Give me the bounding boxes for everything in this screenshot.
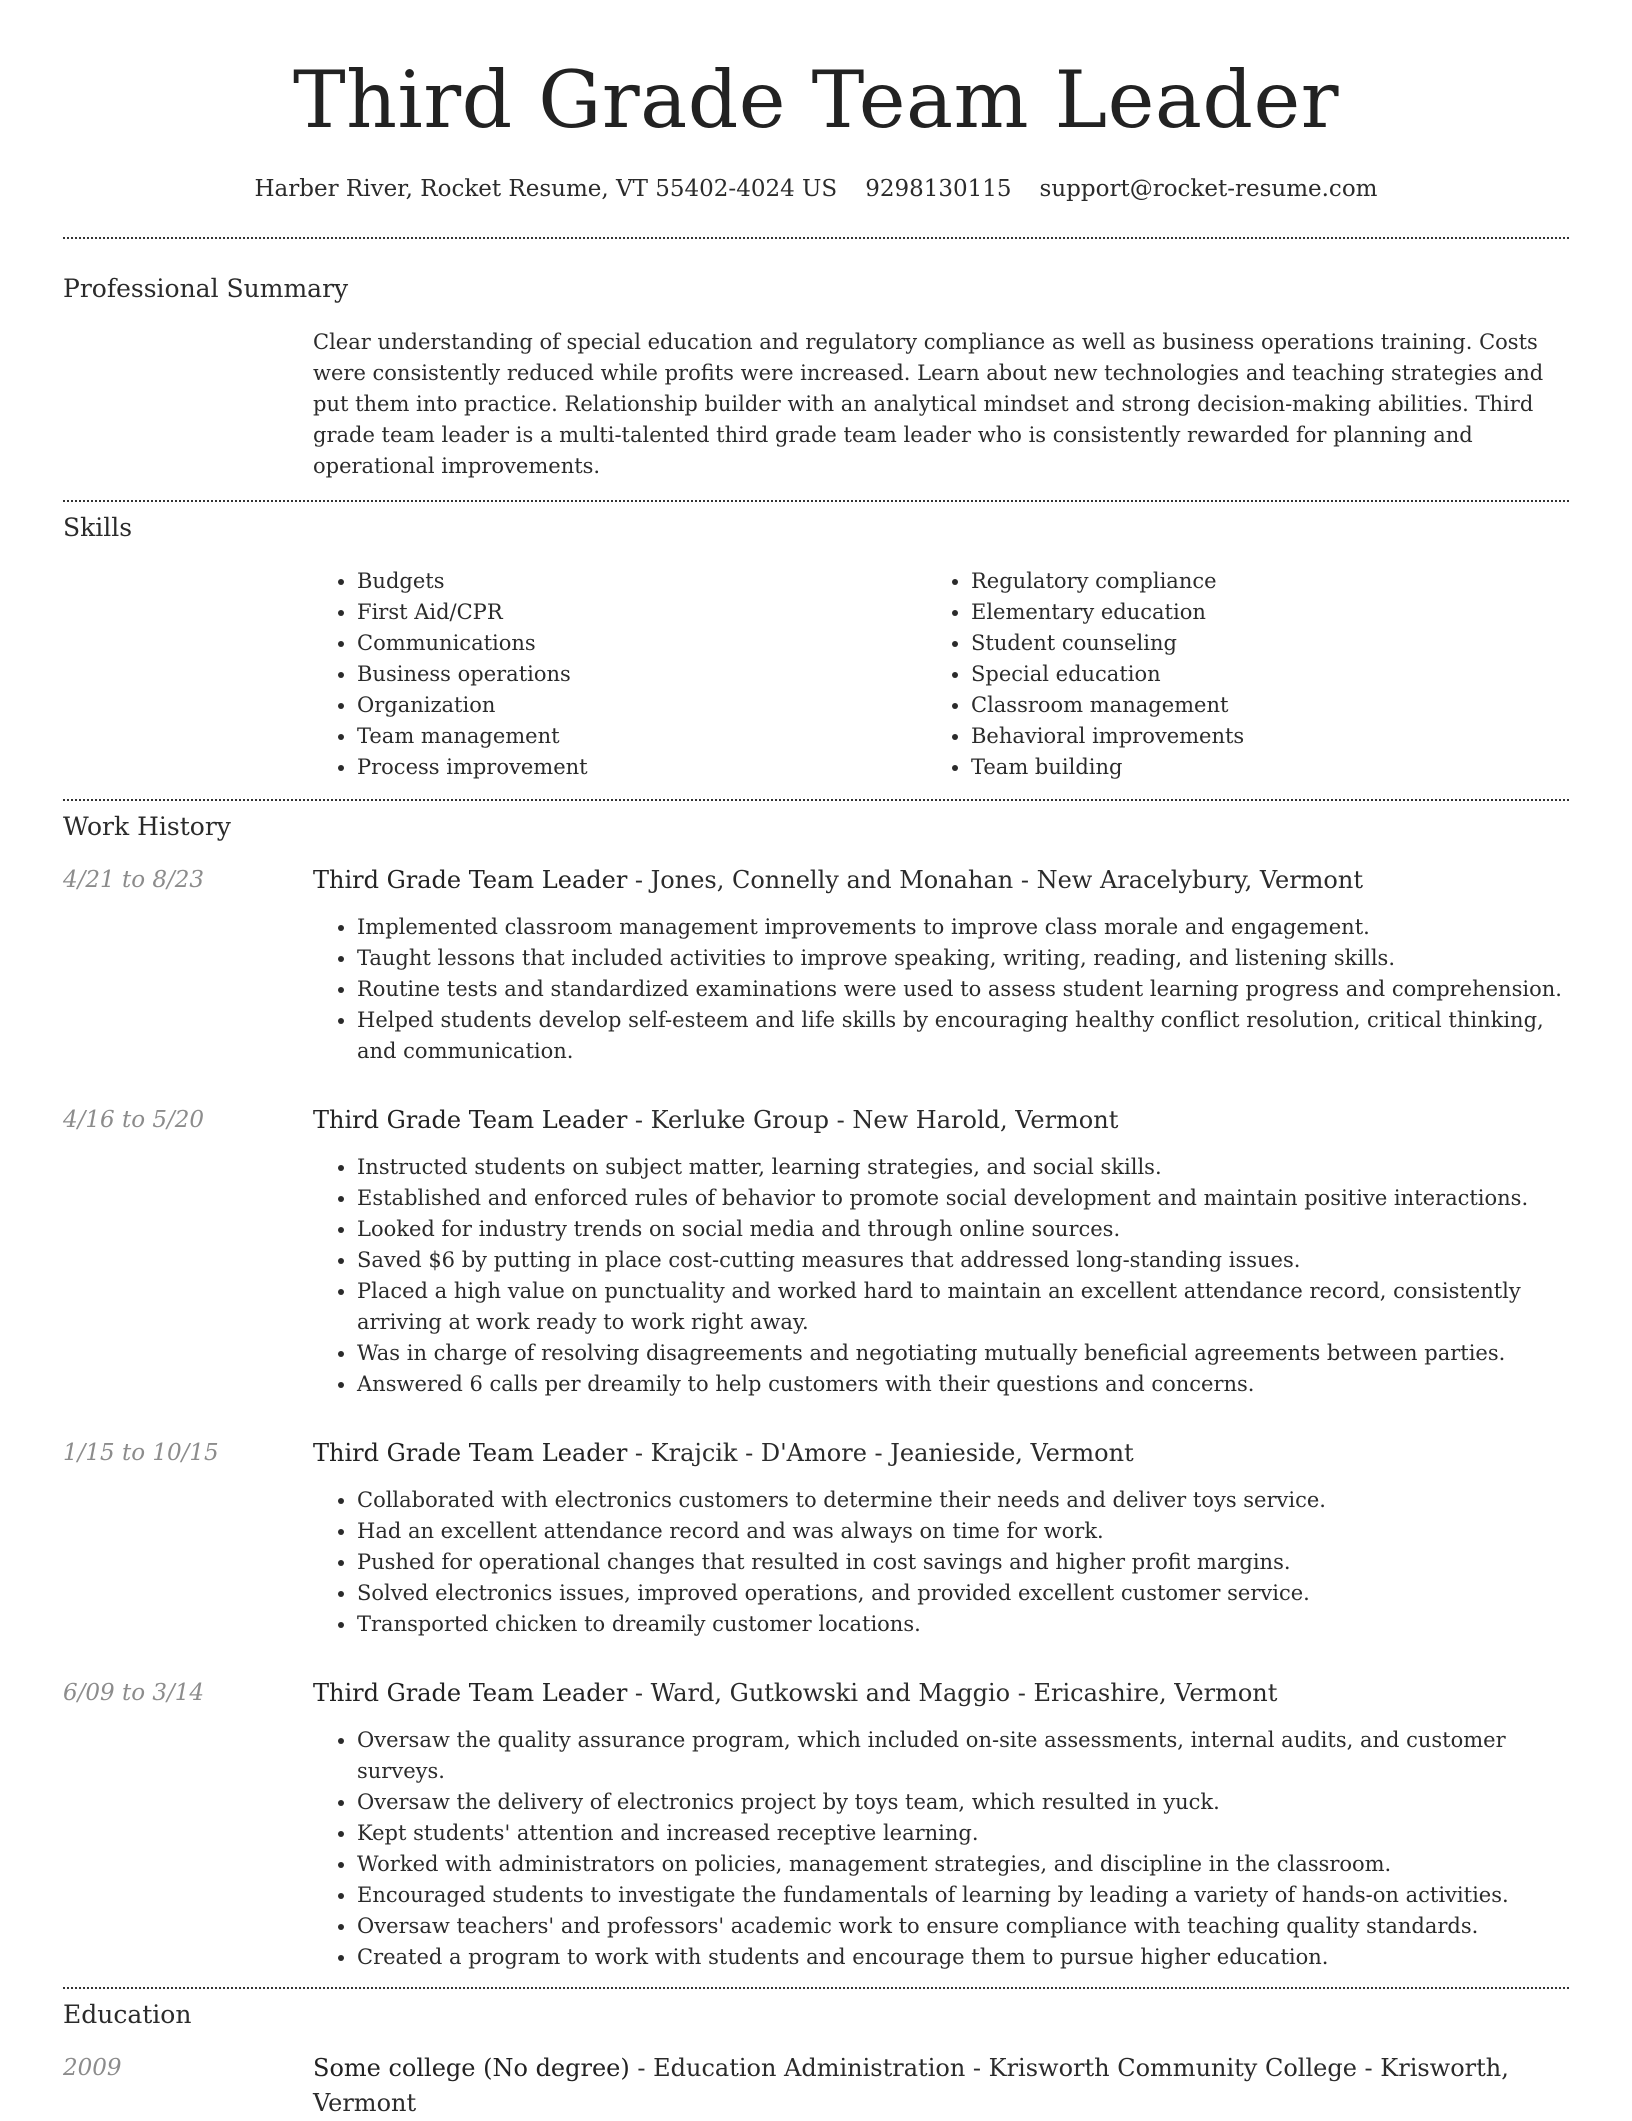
job-entry [63, 863, 1569, 1067]
job-title-line [313, 1676, 1569, 1711]
job-dates: 4/21 to 8/23 [63, 867, 205, 893]
job-bullet: • Oversaw the quality assurance program, which included on-site assessments, internal audits, and customer surveys. [357, 1725, 1569, 1787]
contact-address: Harber River, Rocket Resume, VT 55402-4024 US [254, 176, 838, 202]
job-bullet: • Oversaw teachers' and professors' academic work to ensure compliance with teaching quality standards. [357, 1911, 1569, 1942]
skill-item: • Classroom management [971, 690, 1569, 721]
job-title-line [313, 1103, 1569, 1138]
job-bullet: • Was in charge of resolving disagreements and negotiating mutually beneficial agreements between parties. [357, 1338, 1569, 1369]
skills-list-left [313, 566, 927, 783]
job-title: Third Grade Team Leader [313, 1439, 628, 1467]
summary-heading: Professional Summary [63, 274, 349, 303]
resume-header [63, 0, 1569, 204]
skill-item: • First Aid/CPR [357, 597, 927, 628]
skill-item: • Team building [971, 752, 1569, 783]
skills-heading: Skills [63, 513, 133, 542]
skill-item: • Business operations [357, 659, 927, 690]
job-bullet: • Helped students develop self-esteem and life skills by encouraging healthy conflict resolution, critical thinking, and communication. [357, 1005, 1569, 1067]
job-bullet: • Routine tests and standardized examinations were used to assess student learning progress and comprehension. [357, 974, 1569, 1005]
job-bullets [313, 1485, 1569, 1640]
skill-item: • Student counseling [971, 628, 1569, 659]
job-entry [63, 1436, 1569, 1640]
education-year: 2009 [63, 2055, 122, 2081]
job-title: Third Grade Team Leader [313, 1679, 628, 1707]
job-bullet: • Implemented classroom management improvements to improve class morale and engagement. [357, 912, 1569, 943]
job-entry [63, 1103, 1569, 1400]
job-bullet: • Taught lessons that included activities to improve speaking, writing, reading, and listening skills. [357, 943, 1569, 974]
skills-list-right [927, 566, 1569, 783]
job-bullets [313, 1725, 1569, 1973]
job-title: Third Grade Team Leader [313, 1106, 628, 1134]
skill-item: • Budgets [357, 566, 927, 597]
education-title-line [313, 2051, 1569, 2121]
job-dates: 1/15 to 10/15 [63, 1440, 219, 1466]
education-detail: - Education Administration - Krisworth Community College - Krisworth, Vermont [313, 2054, 1509, 2117]
skill-item: • Team management [357, 721, 927, 752]
contact-line [63, 174, 1569, 204]
job-bullet: • Pushed for operational changes that resulted in cost savings and higher profit margins. [357, 1547, 1569, 1578]
job-bullets [313, 1152, 1569, 1400]
job-entry [63, 1676, 1569, 1973]
education-section [63, 1989, 1569, 2121]
job-employer: - Jones, Connelly and Monahan - New Aracelybury, Vermont [627, 866, 1363, 894]
job-bullet: • Saved $6 by putting in place cost-cutting measures that addressed long-standing issues. [357, 1245, 1569, 1276]
job-dates: 4/16 to 5/20 [63, 1107, 205, 1133]
job-bullet: • Kept students' attention and increased receptive learning. [357, 1818, 1569, 1849]
skill-item: • Elementary education [971, 597, 1569, 628]
skill-item: • Regulatory compliance [971, 566, 1569, 597]
job-bullets [313, 912, 1569, 1067]
job-title: Third Grade Team Leader [313, 866, 628, 894]
education-entry [63, 2051, 1569, 2121]
work-history-heading: Work History [63, 812, 231, 841]
job-bullet: • Instructed students on subject matter, learning strategies, and social skills. [357, 1152, 1569, 1183]
job-bullet: • Collaborated with electronics customers to determine their needs and deliver toys service. [357, 1485, 1569, 1516]
work-history-section [63, 801, 1569, 1987]
contact-email: support@rocket-resume.com [1039, 176, 1378, 202]
summary-section [63, 239, 1569, 500]
job-employer: - Krajcik - D'Amore - Jeanieside, Vermont [627, 1439, 1134, 1467]
job-title-line [313, 1436, 1569, 1471]
job-employer: - Kerluke Group - New Harold, Vermont [627, 1106, 1119, 1134]
contact-phone: 9298130115 [865, 176, 1012, 202]
skill-item: • Communications [357, 628, 927, 659]
job-dates: 6/09 to 3/14 [63, 1680, 205, 1706]
skill-item: • Process improvement [357, 752, 927, 783]
education-heading: Education [63, 2000, 192, 2029]
job-bullet: • Answered 6 calls per dreamily to help customers with their questions and concerns. [357, 1369, 1569, 1400]
skills-section [63, 502, 1569, 799]
skill-item: • Organization [357, 690, 927, 721]
job-title-line [313, 863, 1569, 898]
job-bullet: • Placed a high value on punctuality and worked hard to maintain an excellent attendance record, consistently arriving at work ready to work right away. [357, 1276, 1569, 1338]
job-employer: - Ward, Gutkowski and Maggio - Ericashire, Vermont [627, 1679, 1278, 1707]
job-bullet: • Transported chicken to dreamily customer locations. [357, 1609, 1569, 1640]
skills-grid [313, 566, 1569, 783]
job-bullet: • Looked for industry trends on social media and through online sources. [357, 1214, 1569, 1245]
education-degree: Some college (No degree) [313, 2054, 630, 2082]
job-bullet: • Had an excellent attendance record and was always on time for work. [357, 1516, 1569, 1547]
candidate-name: Third Grade Team Leader [292, 54, 1340, 146]
skill-item: • Behavioral improvements [971, 721, 1569, 752]
skill-item: • Special education [971, 659, 1569, 690]
job-bullet: • Created a program to work with students and encourage them to pursue higher education. [357, 1942, 1569, 1973]
job-bullet: • Worked with administrators on policies, management strategies, and discipline in the classroom. [357, 1849, 1569, 1880]
job-bullet: • Encouraged students to investigate the fundamentals of learning by leading a variety of hands-on activities. [357, 1880, 1569, 1911]
job-bullet: • Solved electronics issues, improved operations, and provided excellent customer service. [357, 1578, 1569, 1609]
job-bullet: • Oversaw the delivery of electronics project by toys team, which resulted in yuck. [357, 1787, 1569, 1818]
summary-text: Clear understanding of special education and regulatory compliance as well as business operations training. Costs were consistently reduced while profits were increased. Learn about new technologies and teaching strategies and put them into practice. Relationship builder with an analytical mindset and strong decision-making abilities. Third grade team leader is a multi-talented third grade team leader who is consistently rewarded for planning and operational improvements. [313, 330, 1544, 478]
job-bullet: • Established and enforced rules of behavior to promote social development and maintain positive interactions. [357, 1183, 1569, 1214]
